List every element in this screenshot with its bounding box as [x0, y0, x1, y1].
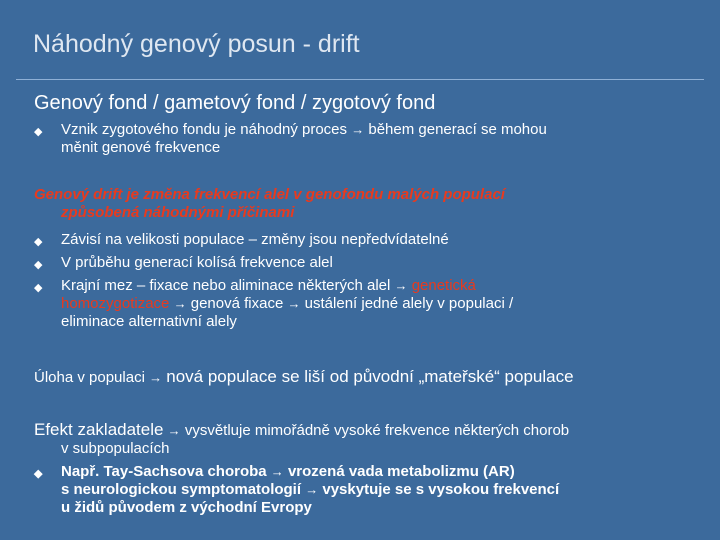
arrow-icon: → — [394, 278, 408, 293]
title-divider — [16, 79, 704, 80]
founder-effect-label: Efekt zakladatele — [34, 420, 164, 439]
arrow-icon: → — [305, 482, 319, 497]
bullet-text: Např. Tay-Sachsova choroba — [61, 463, 267, 480]
bullet-text: genová fixace — [190, 295, 284, 312]
bullet-population-size — [34, 231, 674, 249]
drift-definition-line: způsobená náhodnými příčinami — [61, 204, 295, 221]
bullet-text: u židů původem z východní Evropy — [61, 499, 312, 516]
bullet-icon: ◆ — [34, 282, 43, 294]
bullet-icon: ◆ — [34, 259, 43, 271]
population-role-label: Úloha v populaci — [34, 369, 145, 386]
bullet-text: Závisí na velikosti populace – změny jsou nepředvídatelné — [61, 231, 449, 248]
bullet-icon: ◆ — [34, 468, 43, 480]
bullet-fixation — [34, 277, 674, 331]
founder-effect — [34, 421, 694, 458]
population-role — [34, 367, 694, 387]
founder-effect-text: vysvětluje mimořádně vysoké frekvence některých chorob — [184, 422, 570, 439]
arrow-icon: → — [173, 296, 187, 311]
bullet-icon: ◆ — [34, 126, 43, 138]
slide-title: Náhodný genový posun - drift — [33, 30, 360, 58]
founder-effect-text: v subpopulacích — [61, 440, 170, 457]
section-heading: Genový fond / gametový fond / zygotový fond — [34, 92, 436, 114]
bullet-text: s neurologickou symptomatologií — [61, 481, 302, 498]
bullet-text: ustálení jedné alely v populaci / — [304, 295, 514, 312]
bullet-text: měnit genové frekvence — [61, 139, 221, 156]
population-role-text: nová populace se liší od původní „mateřské“ populace — [166, 367, 574, 386]
bullet-highlight: homozygotizace — [61, 295, 170, 312]
bullet-text: Vznik zygotového fondu je náhodný proces — [61, 121, 348, 138]
arrow-icon: → — [149, 370, 163, 385]
bullet-icon: ◆ — [34, 236, 43, 248]
bullet-text: V průběhu generací kolísá frekvence alel — [61, 254, 333, 271]
bullet-allele-frequency — [34, 254, 674, 272]
arrow-icon: → — [270, 464, 284, 479]
bullet-text: vyskytuje se s vysokou frekvencí — [322, 481, 560, 498]
bullet-tay-sachs — [34, 463, 674, 517]
arrow-icon: → — [287, 296, 301, 311]
drift-definition — [34, 186, 694, 222]
bullet-text: vrozená vada metabolizmu (AR) — [287, 463, 515, 480]
bullet-zygote-pool — [34, 121, 674, 157]
bullet-text: během generací se mohou — [368, 121, 547, 138]
arrow-icon: → — [351, 122, 365, 137]
bullet-text: eliminace alternativní alely — [61, 313, 237, 330]
bullet-highlight: genetická — [411, 277, 476, 294]
arrow-icon: → — [167, 423, 181, 438]
drift-definition-line: Genový drift je změna frekvencí alel v genofondu malých populací — [34, 186, 505, 203]
bullet-text: Krajní mez – fixace nebo aliminace některých alel — [61, 277, 391, 294]
